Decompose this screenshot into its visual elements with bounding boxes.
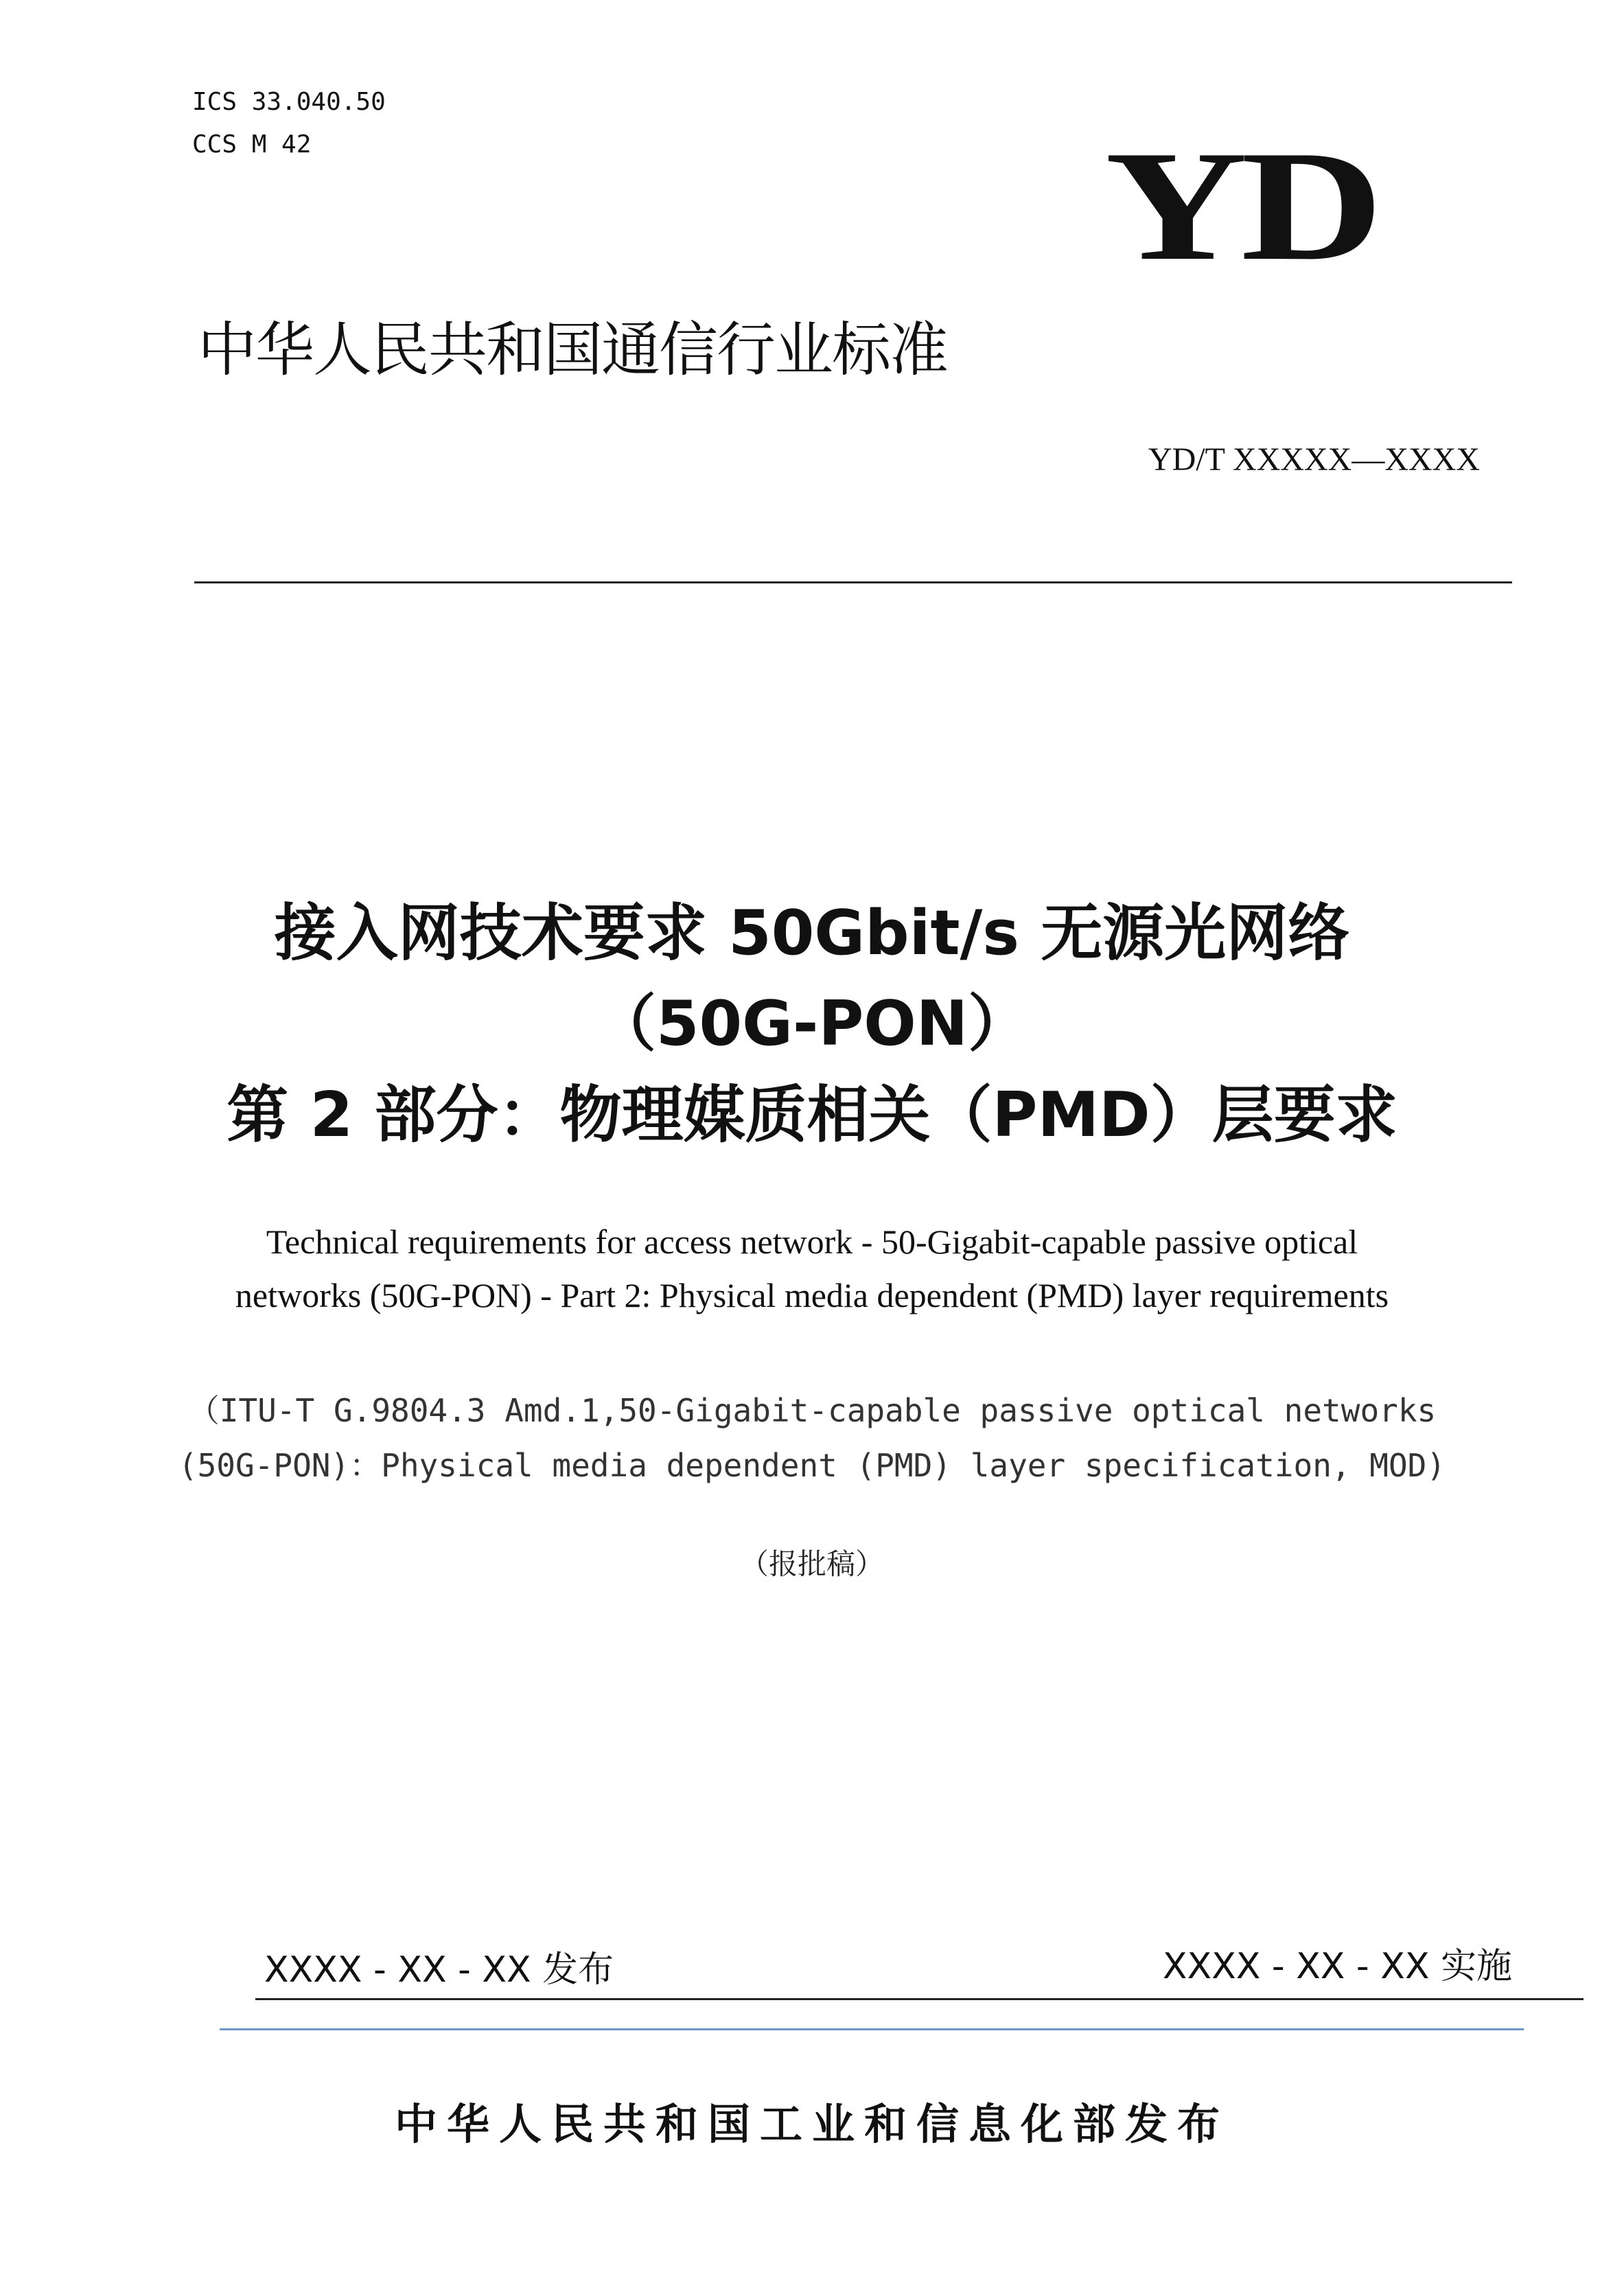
english-title-line-1: Technical requirements for access network - 50-Gigabit-capable passive optical [266,1222,1358,1261]
chinese-title-line-3: 第 2 部分：物理媒质相关（PMD）层要求 [227,1079,1397,1151]
bottom-divider [255,1998,1584,2000]
ccs-code: CCS M 42 [192,130,312,159]
top-divider [194,581,1512,583]
itu-reference-line-1: （ITU-T G.9804.3 Amd.1,50-Gigabit-capable passive optical networks [187,1392,1437,1429]
ics-code: ICS 33.040.50 [192,88,386,116]
itu-reference-line-2: (50G-PON)：Physical media dependent (PMD) layer specification, MOD) [178,1447,1446,1484]
draft-status: （报批稿） [739,1549,884,1581]
standard-number: YD/T XXXXX—XXXX [1148,441,1480,478]
publisher: 中华人民共和国工业和信息化部发布 [394,2099,1229,2149]
chinese-title-line-1: 接入网技术要求 50Gbit/s 无源光网络 [274,897,1350,969]
implementation-date: XXXX - XX - XX 实施 [1162,1946,1512,1987]
standard-type-heading: 中华人民共和国通信行业标准 [198,316,947,384]
english-title-line-2: networks (50G-PON) - Part 2: Physical media dependent (PMD) layer requirements [235,1276,1389,1314]
blue-divider [220,2028,1524,2030]
yd-logo: YD [1105,118,1377,293]
issue-date: XXXX - XX - XX 发布 [264,1949,614,1991]
chinese-title-line-2: （50G-PON） [594,988,1030,1060]
classification-codes [192,81,386,166]
